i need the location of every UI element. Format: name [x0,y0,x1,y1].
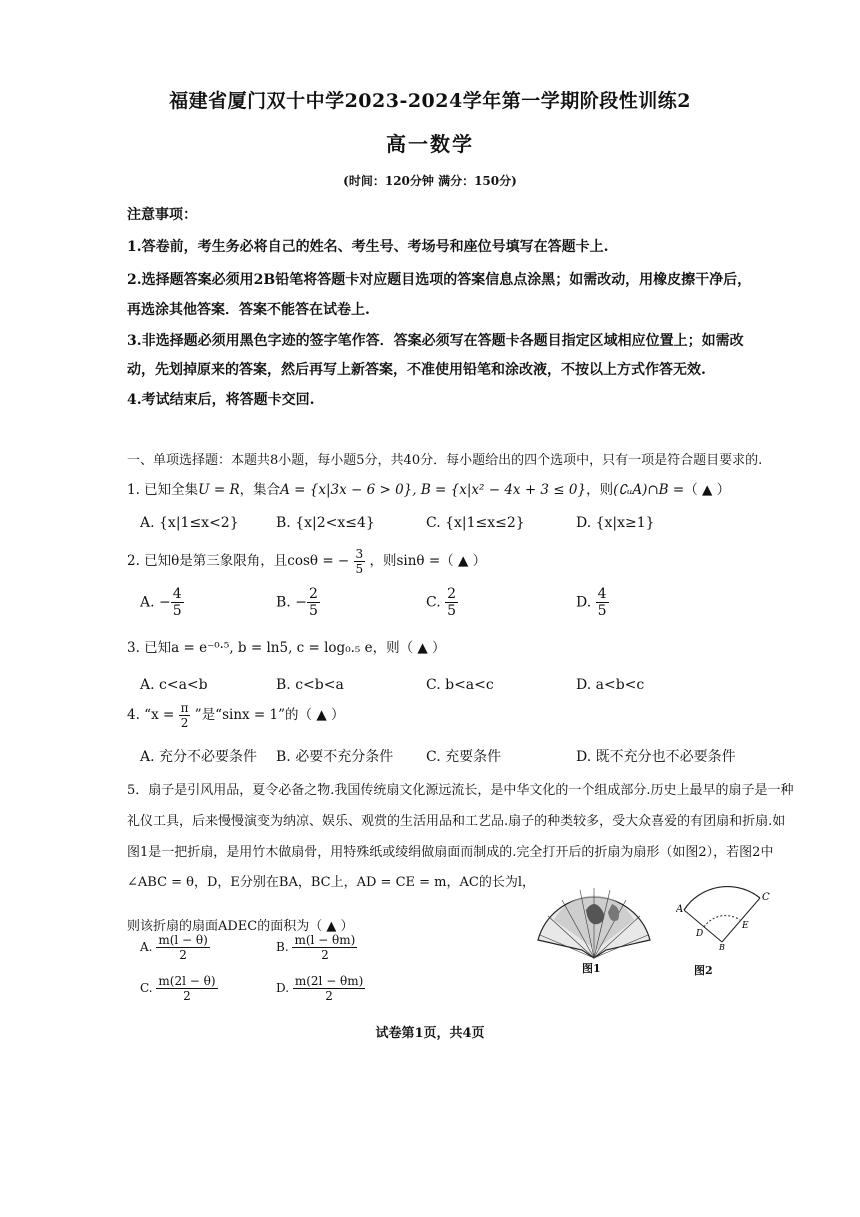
q2-b-sign: − [295,594,307,611]
question-3-stem: 3. 已知a = e⁻⁰·⁵, b = ln5, c = log₀.₅ e，则（ ▲ ） [127,640,446,656]
q5-c-num: m(2l − θ) [158,974,216,988]
q5-a-den: 2 [179,948,187,962]
q2-d-label: D. [576,594,592,611]
q1-stem-b: ，集合 [239,482,281,498]
notice-line-2a: 2.选择题答案必须用2B铅笔将答题卡对应题目选项的答案信息点涂黑；如需改动，用橡皮擦干净后， [127,272,752,288]
q1-stem-c: ，则 [586,482,614,498]
q3-option-c: C. b<a<c [426,677,494,693]
question-2-stem [127,548,486,575]
q5-line-4: ∠ABC = θ，D，E分别在BA，BC上，AD = CE = m，AC的长为l， [127,875,535,890]
q5-d-num: m(2l − θm) [294,974,364,988]
q2-option-c [426,587,458,618]
q1-option-b: B. {x|2<x≤4} [276,515,375,531]
q4-pi-num: π [180,701,189,715]
q5-d-den: 2 [325,989,333,1003]
q2-stem-a: 2. 已知θ是第三象限角，且cosθ = − [127,553,350,569]
q2-a-den: 5 [172,603,182,619]
q4-pi-den: 2 [180,716,189,730]
q2-option-d [576,587,609,618]
q3-option-a: A. c<a<b [140,677,208,693]
q5-option-d [276,975,365,1002]
q5-option-c [140,975,218,1002]
q2-option-b [276,587,320,618]
q4-stem-b: ”是“sinx = 1”的（ ▲ ） [194,707,345,723]
q5-c-den: 2 [183,989,191,1003]
q1-expression: (∁ᵤA)∩B = [613,482,685,498]
q4-pi-fraction [179,702,191,729]
q1-sets: A = {x|3x − 6 > 0}, B = {x|x² − 4x + 3 ≤ 0} [280,482,587,498]
q5-b-fraction [292,934,357,961]
q2-b-num: 2 [308,586,318,602]
q5-d-fraction [293,975,366,1002]
q2-blank: （ ▲ ） [440,553,487,569]
fig2-point-b: B [719,943,725,950]
fig2-point-e: E [742,921,749,931]
q2-a-num: 4 [172,586,182,602]
q2-c-num: 2 [447,586,457,602]
figure-2-sector-diagram [676,880,776,950]
q4-option-d: D. 既不充分也不必要条件 [576,749,736,765]
q5-b-num: m(l − θm) [294,933,356,947]
q2-c-fraction [445,587,458,618]
q1-universe: U = R [198,482,240,498]
q5-c-fraction [156,975,217,1002]
q2-a-fraction [171,587,184,618]
page-footer: 试卷第1页，共4页 [375,1026,485,1041]
q5-line-2: 礼仪工具，后来慢慢演变为纳凉、娱乐、观赏的生活用品和工艺品.扇子的种类较多，受大众喜爱的有团扇和折扇.如 [127,814,786,829]
question-4-stem [127,702,345,729]
exam-subject: 高一数学 [386,132,474,156]
q1-stem-a: 1. 已知全集 [127,482,199,498]
q5-option-a [140,934,210,961]
q1-option-a: A. {x|1≤x<2} [140,515,239,531]
q5-a-label: A. [140,940,153,954]
notice-line-3b: 动，先划掉原来的答案，然后再写上新答案，不准使用铅笔和涂改液，不按以上方式作答无效. [127,362,706,378]
q5-a-fraction [156,934,210,961]
q5-line-3: 图1是一把折扇，是用竹木做扇骨，用特殊纸或绫绢做扇面而制成的.完全打开后的折扇为扇形（如图2），若图2中 [127,845,774,860]
time-score-info: (时间：120分钟 满分：150分) [343,174,517,188]
q5-line-5: 则该折扇的扇面ADEC的面积为（ ▲ ） [127,919,354,934]
q2-b-fraction [307,587,320,618]
figure-1-label: 图1 [582,962,601,975]
fig2-point-c: C [762,892,770,903]
notice-heading: 注意事项： [127,207,197,223]
q2-stem-b: ，则sinθ = [369,553,441,569]
q5-option-b [276,934,357,961]
figure-1-folding-fan [534,880,654,960]
q4-option-a: A. 充分不必要条件 [140,749,258,765]
q1-option-c: C. {x|1≤x≤2} [426,515,525,531]
notice-line-3a: 3.非选择题必须用黑色字迹的签字笔作答．答案必须写在答题卡各题目指定区域相应位置上；如需改 [127,333,744,349]
q5-c-label: C. [140,981,153,995]
q2-cos-num: 3 [355,547,364,561]
figure-2-label: 图2 [694,964,713,977]
q2-a-sign: − [159,594,171,611]
q4-stem-a: 4. “x = [127,707,175,723]
q1-blank: （ ▲ ） [684,482,731,498]
notice-line-4: 4.考试结束后，将答题卡交回. [127,392,315,408]
q3-option-b: B. c<b<a [276,677,344,693]
q4-option-b: B. 必要不充分条件 [276,749,394,765]
q2-cos-den: 5 [355,562,364,576]
q2-d-num: 4 [597,586,607,602]
q2-d-fraction [596,587,609,618]
q2-b-label: B. [276,594,291,611]
q5-b-label: B. [276,940,289,954]
q5-d-label: D. [276,981,290,995]
fig2-point-d: D [696,929,704,939]
q5-a-num: m(l − θ) [158,933,208,947]
q2-option-a [140,587,184,618]
fig2-point-a: A [676,904,684,915]
q4-option-c: C. 充要条件 [426,749,502,765]
q2-c-den: 5 [447,603,457,619]
q3-option-d: D. a<b<c [576,677,645,693]
q5-line-1: 5．扇子是引风用品，夏令必备之物.我国传统扇文化源远流长，是中华文化的一个组成部分.历史上最早的扇子是一种 [127,783,794,798]
q2-c-label: C. [426,594,441,611]
question-1-stem [127,478,730,498]
q2-cos-fraction [354,548,366,575]
q2-b-den: 5 [308,603,318,619]
exam-title: 福建省厦门双十中学2023-2024学年第一学期阶段性训练2 [169,90,691,112]
q2-d-den: 5 [597,603,607,619]
q1-option-d: D. {x|x≥1} [576,515,655,531]
notice-line-1: 1.答卷前，考生务必将自己的姓名、考生号、考场号和座位号填写在答题卡上. [127,239,609,255]
q5-b-den: 2 [321,948,329,962]
q2-a-label: A. [140,594,155,611]
section-heading: 一、单项选择题：本题共8小题，每小题5分，共40分．每小题给出的四个选项中，只有一项是符合题目要求的. [127,453,763,468]
notice-line-2b: 再选涂其他答案．答案不能答在试卷上. [127,302,370,318]
